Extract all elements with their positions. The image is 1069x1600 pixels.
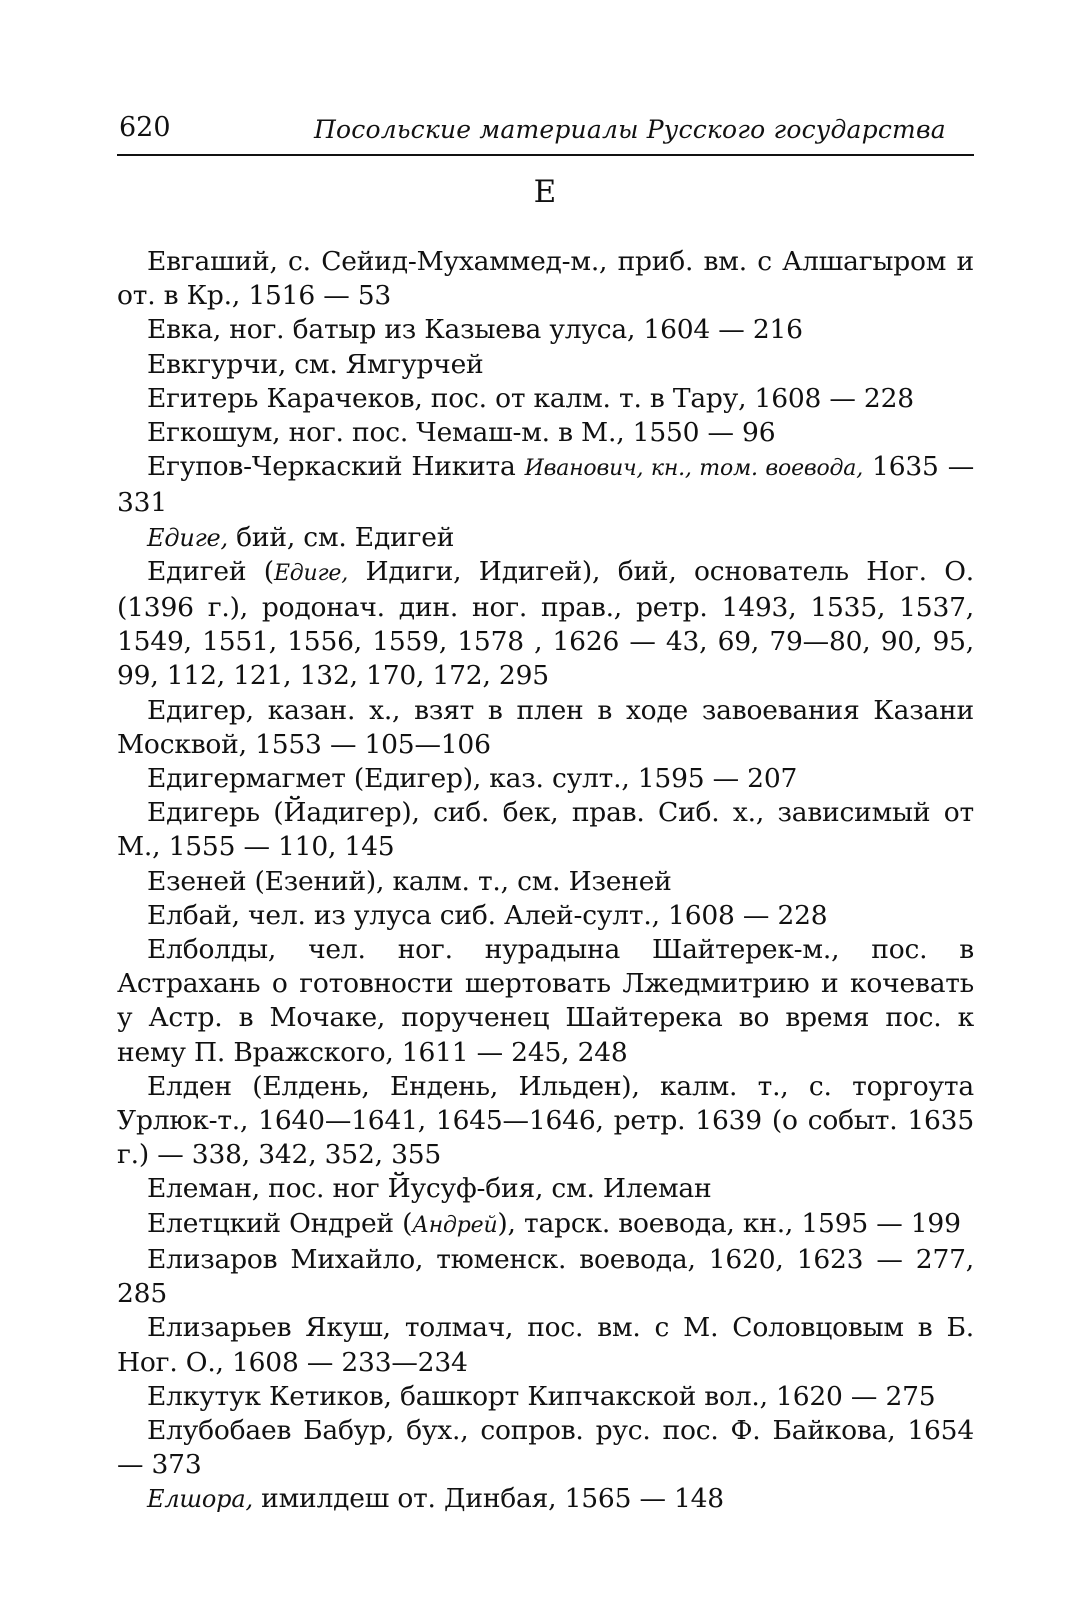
entry-pre: Егупов-Черкаский Никита [147, 451, 525, 483]
entry-text: Елизаров Михайло, тюменск. воевода, 1620, 1623 — 277, 285 [117, 1243, 974, 1310]
entry-text: Едигерь (Йадигер), сиб. бек, прав. Сиб. х., зависимый от М., 1555 — 110, 145 [117, 797, 974, 863]
entry-post: 1635 — 331 [117, 451, 974, 519]
page [117, 108, 974, 1517]
entry-post: Идиги, Идигей), бий, основатель Ног. О. (1396 г.), родонач. дин. ног. прав., ретр. 1493, 1535, 1537, 1549, 1551, 1556, 1559, 1578 , 1626 — 43, 69, 79—80, 90, 95, 99, 112, 121, 132, 170, 172, 295 [117, 555, 974, 692]
running-title: Посольские материалы Русского государства [314, 115, 946, 144]
entry-text: Евкгурчи, см. Ямгурчей [147, 348, 484, 380]
entry-text: Елден (Елдень, Ендень, Ильден), калм. т., с. торгоута Урлюк-т., 1640—1641, 1645—1646, ретр. 1639 (о событ. 1635 г.) — 338, 342, 352, 355 [117, 1070, 974, 1171]
entry-text: Егкошум, ног. пос. Чемаш-м. в М., 1550 — 96 [147, 417, 776, 449]
entry-post: ), тарск. воевода, кн., 1595 — 199 [497, 1207, 961, 1239]
index-entry [117, 796, 974, 864]
index-entry [117, 1070, 974, 1173]
entry-text: Елболды, чел. ног. нурадына Шайтерек-м., пос. в Астрахань о готовности шертовать Лжедмитрию и кочевать у Астр. в Мочаке, порученец Шайтерека во время пос. к нему П. Вражского, 1611 — 245, 248 [117, 934, 974, 1068]
index-entry [117, 245, 974, 313]
index-entry [117, 1380, 974, 1414]
index-entry [117, 1207, 974, 1243]
entry-lead-italic: Елшора, [147, 1485, 253, 1514]
index-entry [117, 1243, 974, 1311]
section-letter: Е [533, 174, 558, 210]
page-number: 620 [119, 112, 171, 143]
index-entry [117, 521, 974, 555]
index-entry [117, 416, 974, 450]
entry-text: Елизарьев Якуш, толмач, пос. вм. с М. Соловцовым в Б. Ног. О., 1608 — 233—234 [117, 1312, 974, 1378]
running-head [117, 108, 974, 156]
entry-text: Езеней (Езений), калм. т., см. Изеней [147, 865, 672, 897]
entry-post: бий, см. Едигей [227, 521, 455, 553]
entry-italic: Андрей [412, 1212, 498, 1238]
entry-text: Елбай, чел. из улуса сиб. Алей-султ., 1608 — 228 [147, 899, 828, 931]
entry-text: Евгаший, с. Сейид-Мухаммед-м., приб. вм. с Алшагыром и от. в Кр., 1516 — 53 [117, 246, 974, 312]
entry-text: Елеман, пос. ног Йусуф-бия, см. Илеман [147, 1173, 712, 1205]
index-entry [117, 933, 974, 1070]
entry-text: Едигермагмет (Едигер), каз. султ., 1595 — 207 [147, 763, 798, 795]
index-entry [117, 1311, 974, 1379]
entry-pre: Елетцкий Ондрей ( [147, 1207, 413, 1239]
index-entry [117, 694, 974, 762]
index-entry [117, 313, 974, 347]
entry-lead-italic: Едиге, [147, 523, 228, 552]
index-entry [117, 1172, 974, 1206]
index-entry [117, 450, 974, 520]
entry-text: Едигер, казан. х., взят в плен в ходе завоевания Казани Москвой, 1553 — 105—106 [117, 694, 974, 760]
entry-text: Евка, ног. батыр из Казыева улуса, 1604 — 216 [147, 314, 803, 346]
index-entry [117, 1414, 974, 1482]
index-entry [117, 899, 974, 933]
entry-text: Елкутук Кетиков, башкорт Кипчакской вол., 1620 — 275 [147, 1380, 936, 1412]
entry-italic: Едиге, [273, 560, 349, 586]
entry-pre: Едигей ( [147, 555, 274, 587]
index-entry [117, 555, 974, 694]
entry-italic: Иванович, кн., том. воевода, [524, 456, 864, 482]
entry-post: имилдеш от. Динбая, 1565 — 148 [252, 1483, 724, 1515]
entry-text: Егитерь Карачеков, пос. от калм. т. в Тару, 1608 — 228 [147, 382, 914, 414]
index-entry [117, 762, 974, 796]
index-entry [117, 865, 974, 899]
index-entry [117, 382, 974, 416]
index-entry [117, 348, 974, 382]
index-entry [117, 1482, 974, 1516]
index-entries [117, 245, 974, 1517]
entry-text: Елубобаев Бабур, бух., сопров. рус. пос. Ф. Байкова, 1654 — 373 [117, 1414, 974, 1481]
